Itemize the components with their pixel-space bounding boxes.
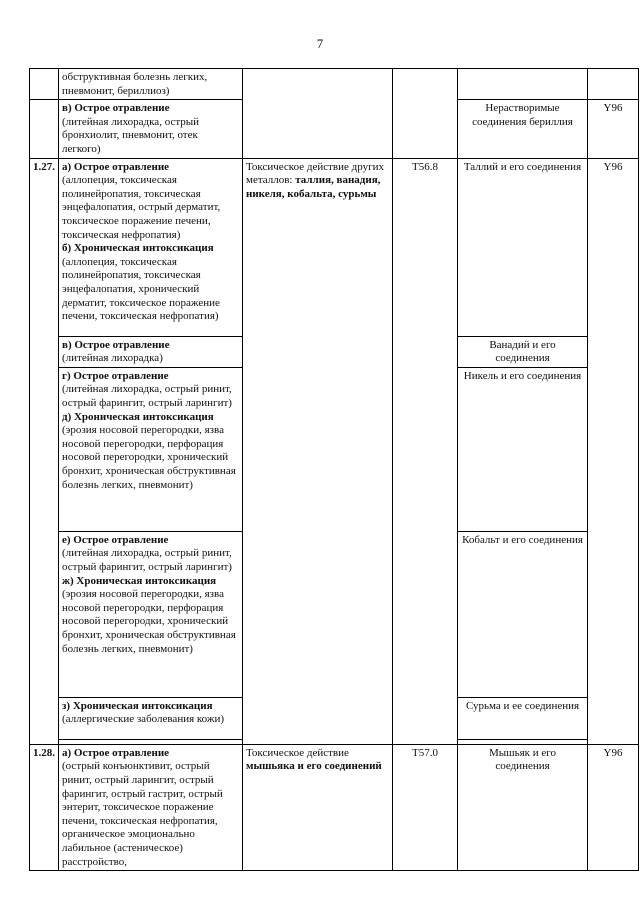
code-cell: Y96 [588, 744, 639, 870]
condition-cell: г) Острое отравление (литейная лихорадка, острый ринит, острый фарингит, острый ларингит) д) Хроническая интоксикация (эрозия носовой перегородки, язва носовой перегородки, перфорация носовой перегородки, хронический бронхит, хроническая обструктивная болезнь легких, пневмонит) [59, 367, 243, 531]
agent-cell: Кобальт и его соединения [458, 531, 588, 697]
table-row [30, 744, 639, 870]
icd-cell: T57.0 [393, 744, 458, 870]
condition-cell: в) Острое отравление (литейная лихорадка, острый бронхиолит, пневмонит, отек легкого) [59, 100, 243, 158]
condition-cell: а) Острое отравление (аллопеция, токсическая полинейропатия, токсическая энцефалопатия, острый дерматит, токсическое поражение печени, токсическая нефропатия) б) Хроническая интоксикация (аллопеция, токсическая полинейропатия, токсическая энцефалопатия, хронический дерматит, токсическое поражение печени, токсическая нефропатия) [59, 158, 243, 336]
icd-cell: T56.8 [393, 158, 458, 744]
agent-cell: Ванадий и его соединения [458, 336, 588, 367]
diagnosis-cell: Токсическое действие мышьяка и его соединений [243, 744, 393, 870]
disease-table [29, 68, 639, 871]
agent-cell: Нерастворимые соединения бериллия [458, 100, 588, 158]
condition-cell: в) Острое отравление (литейная лихорадка) [59, 336, 243, 367]
diagnosis-cell [243, 69, 393, 159]
agent-cell: Сурьма и ее соединения [458, 697, 588, 739]
code-cell [588, 69, 639, 100]
icd-cell [393, 69, 458, 159]
diagnosis-cell: Токсическое действие других металлов: таллия, ванадия, никеля, кобальта, сурьмы [243, 158, 393, 744]
condition-cell: з) Хроническая интоксикация (аллергические заболевания кожи) [59, 697, 243, 739]
number-cell [30, 100, 59, 158]
number-cell [30, 69, 59, 100]
agent-cell [458, 69, 588, 100]
page-number: 7 [316, 36, 324, 51]
condition-cell: а) Острое отравление (острый конъюнктивит, острый ринит, острый ларингит, острый фарингит, острый гастрит, острый энтерит, токсическое поражение печени, токсическая нефропатия, органическое эмоционально лабильное (астеническое) расстройство, [59, 744, 243, 870]
condition-cell: е) Острое отравление (литейная лихорадка, острый ринит, острый фарингит, острый ларингит) ж) Хроническая интоксикация (эрозия носовой перегородки, язва носовой перегородки, перфорация носовой перегородки, хронический бронхит, хроническая обструктивная болезнь легких, пневмонит) [59, 531, 243, 697]
agent-cell: Таллий и его соединения [458, 158, 588, 336]
code-cell: Y96 [588, 100, 639, 158]
code-cell: Y96 [588, 158, 639, 744]
row-number: 1.27. [30, 158, 59, 744]
agent-cell: Мышьяк и его соединения [458, 744, 588, 870]
table-row [30, 158, 639, 336]
table-row [30, 69, 639, 100]
row-number: 1.28. [30, 744, 59, 870]
condition-cell: обструктивная болезнь легких, пневмонит, бериллиоз) [59, 69, 243, 100]
agent-cell: Никель и его соединения [458, 367, 588, 531]
